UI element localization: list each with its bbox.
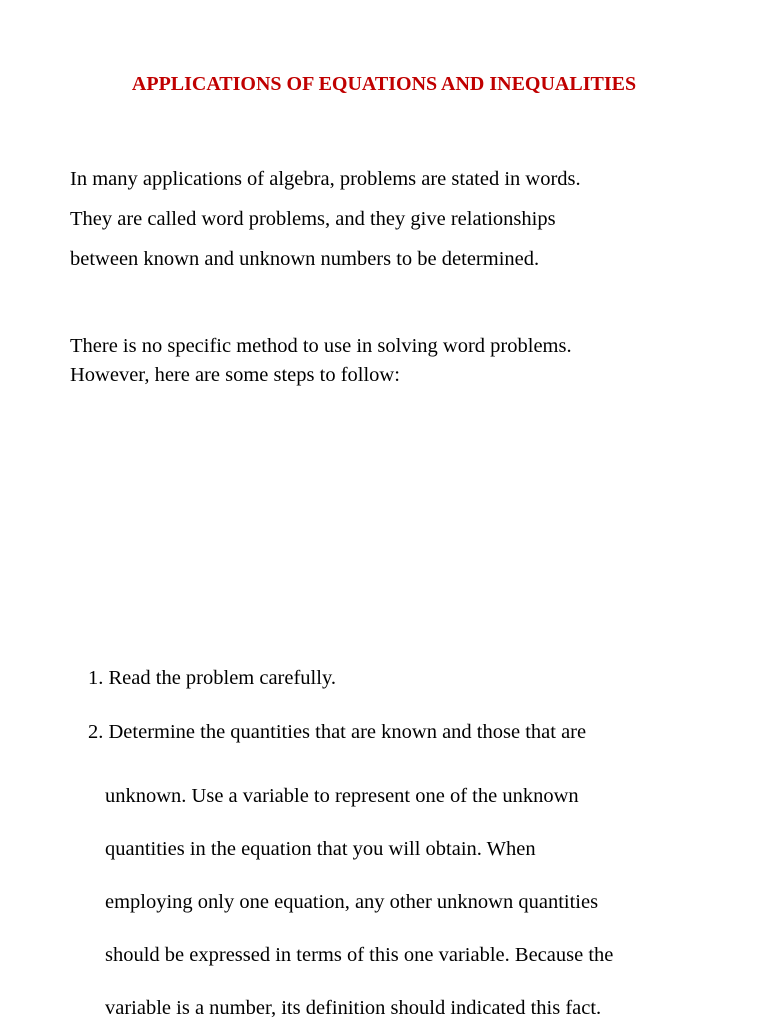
step-line: quantities in the equation that you will obtain. When [105, 838, 536, 860]
step-line: 1. Read the problem carefully. [88, 667, 336, 689]
step-line: 2. Determine the quantities that are known and those that are [88, 721, 587, 743]
step-item [88, 717, 728, 1035]
method-paragraph [70, 332, 710, 390]
method-line: However, here are some steps to follow: [70, 364, 400, 386]
step-item [88, 663, 728, 693]
intro-line: In many applications of algebra, problems are stated in words. [70, 168, 581, 190]
intro-paragraph [70, 159, 710, 279]
method-line: There is no specific method to use in solving word problems. [70, 335, 572, 357]
intro-line: between known and unknown numbers to be determined. [70, 248, 540, 270]
document-title: APPLICATIONS OF EQUATIONS AND INEQUALITIES [131, 73, 637, 95]
step-line: unknown. Use a variable to represent one of the unknown [105, 785, 579, 807]
step-line: variable is a number, its definition should indicated this fact. [105, 997, 602, 1019]
intro-line: They are called word problems, and they give relationships [70, 208, 556, 230]
step-line: should be expressed in terms of this one variable. Because the [105, 944, 614, 966]
step-line: employing only one equation, any other unknown quantities [105, 891, 599, 913]
steps-list [88, 663, 728, 1035]
